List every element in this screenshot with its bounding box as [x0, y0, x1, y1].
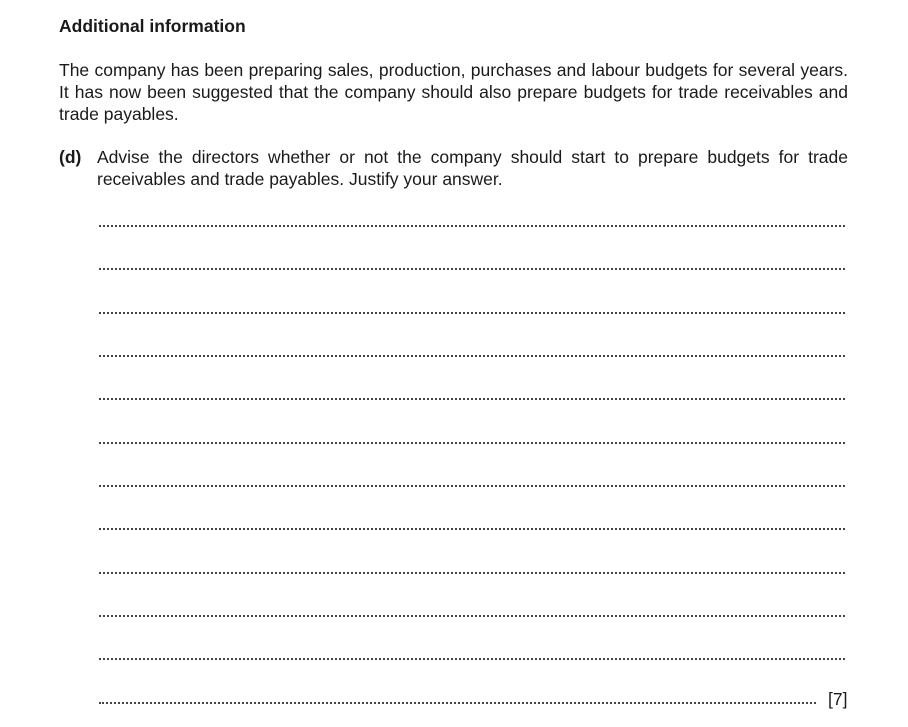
- answer-line-5[interactable]: [99, 398, 845, 400]
- answer-line-4[interactable]: [99, 355, 845, 357]
- marks-allocation: [7]: [828, 689, 848, 709]
- answer-line-10[interactable]: [99, 615, 845, 617]
- answer-line-12[interactable]: [99, 702, 816, 704]
- answer-line-1[interactable]: [99, 225, 845, 227]
- question-text: Advise the directors whether or not the company should start to prepare budgets for trade receivables and trade payables. Justify your answer.: [97, 147, 848, 189]
- answer-line-9[interactable]: [99, 572, 845, 574]
- intro-paragraph: The company has been preparing sales, production, purchases and labour budgets for several years. It has now been suggested that the company should also prepare budgets for trade receivables and trade payables.: [59, 60, 848, 124]
- answer-line-8[interactable]: [99, 528, 845, 530]
- answer-line-6[interactable]: [99, 442, 845, 444]
- answer-line-2[interactable]: [99, 268, 845, 270]
- answer-line-7[interactable]: [99, 485, 845, 487]
- question-label: (d): [59, 147, 82, 167]
- answer-line-11[interactable]: [99, 658, 845, 660]
- section-heading: Additional information: [59, 16, 246, 36]
- answer-line-3[interactable]: [99, 312, 845, 314]
